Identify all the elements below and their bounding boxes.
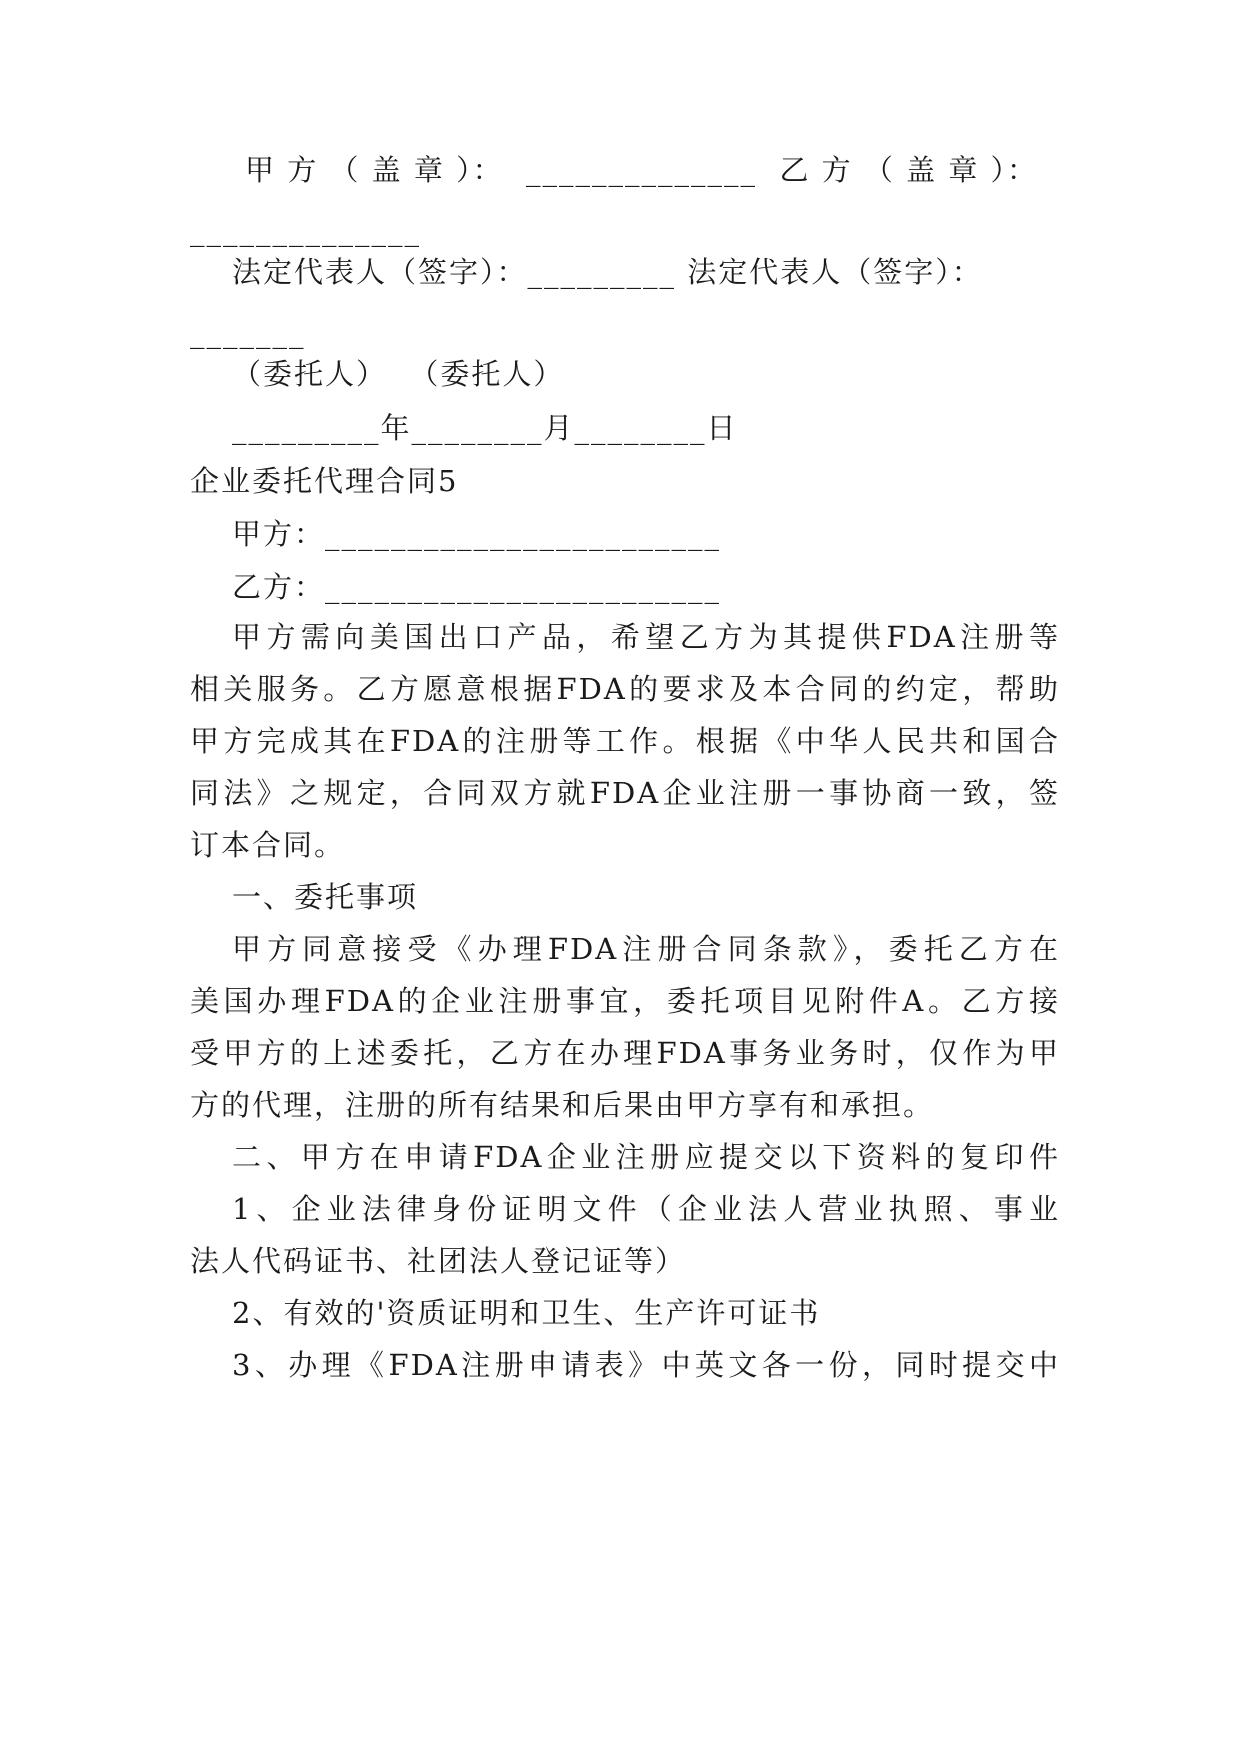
section1-line-2: 美国办理FDA的企业注册事宜，委托项目见附件A。乙方接 <box>190 984 1060 1018</box>
intro-line-4: 同法》之规定，合同双方就FDA企业注册一事协商一致，签 <box>190 776 1060 810</box>
section1-line-1: 甲方同意接受《办理FDA注册合同条款》，委托乙方在 <box>232 932 1060 966</box>
intro-line-5: 订本合同。 <box>190 828 346 862</box>
item1-line-2: 法人代码证书、社团法人登记证等） <box>190 1244 687 1278</box>
date-line: _________年________月________日 <box>232 411 738 445</box>
party-a-field: 甲方：________________________ <box>232 517 722 551</box>
section1-line-4: 方的代理，注册的所有结果和后果由甲方享有和承担。 <box>190 1088 935 1122</box>
intro-line-3: 甲方完成其在FDA的注册等工作。根据《中华人民共和国合 <box>190 724 1060 758</box>
item1-line-1: 1、企业法律身份证明文件（企业法人营业执照、事业 <box>232 1192 1060 1226</box>
intro-line-2: 相关服务。乙方愿意根据FDA的要求及本合同的约定，帮助 <box>190 672 1060 706</box>
party-b-seal-underline: ______________ <box>190 213 421 247</box>
intro-line-1: 甲方需向美国出口产品，希望乙方为其提供FDA注册等 <box>232 620 1060 654</box>
item3-line: 3、办理《FDA注册申请表》中英文各一份，同时提交中 <box>232 1348 1060 1382</box>
party-b-field: 乙方：________________________ <box>232 570 722 604</box>
section1-line-3: 受甲方的上述委托，乙方在办理FDA事务业务时，仅作为甲 <box>190 1036 1060 1070</box>
party-a-seal-line: 甲 方 （ 盖 章 ）： ______________ 乙 方 （ 盖 章 ）： <box>245 153 1039 187</box>
legal-rep-line: 法定代表人（签字）：_________ 法定代表人（签字）： <box>232 255 983 289</box>
entrusted-line: （委托人） （委托人） <box>232 357 565 391</box>
section1-title: 一、委托事项 <box>232 880 419 914</box>
item2-line: 2、有效的'资质证明和卫生、生产许可证书 <box>232 1296 821 1330</box>
section2-title: 二、甲方在申请FDA企业注册应提交以下资料的复印件 <box>232 1140 1060 1174</box>
contract-title: 企业委托代理合同5 <box>190 464 459 498</box>
legal-rep-underline: _______ <box>190 315 306 349</box>
